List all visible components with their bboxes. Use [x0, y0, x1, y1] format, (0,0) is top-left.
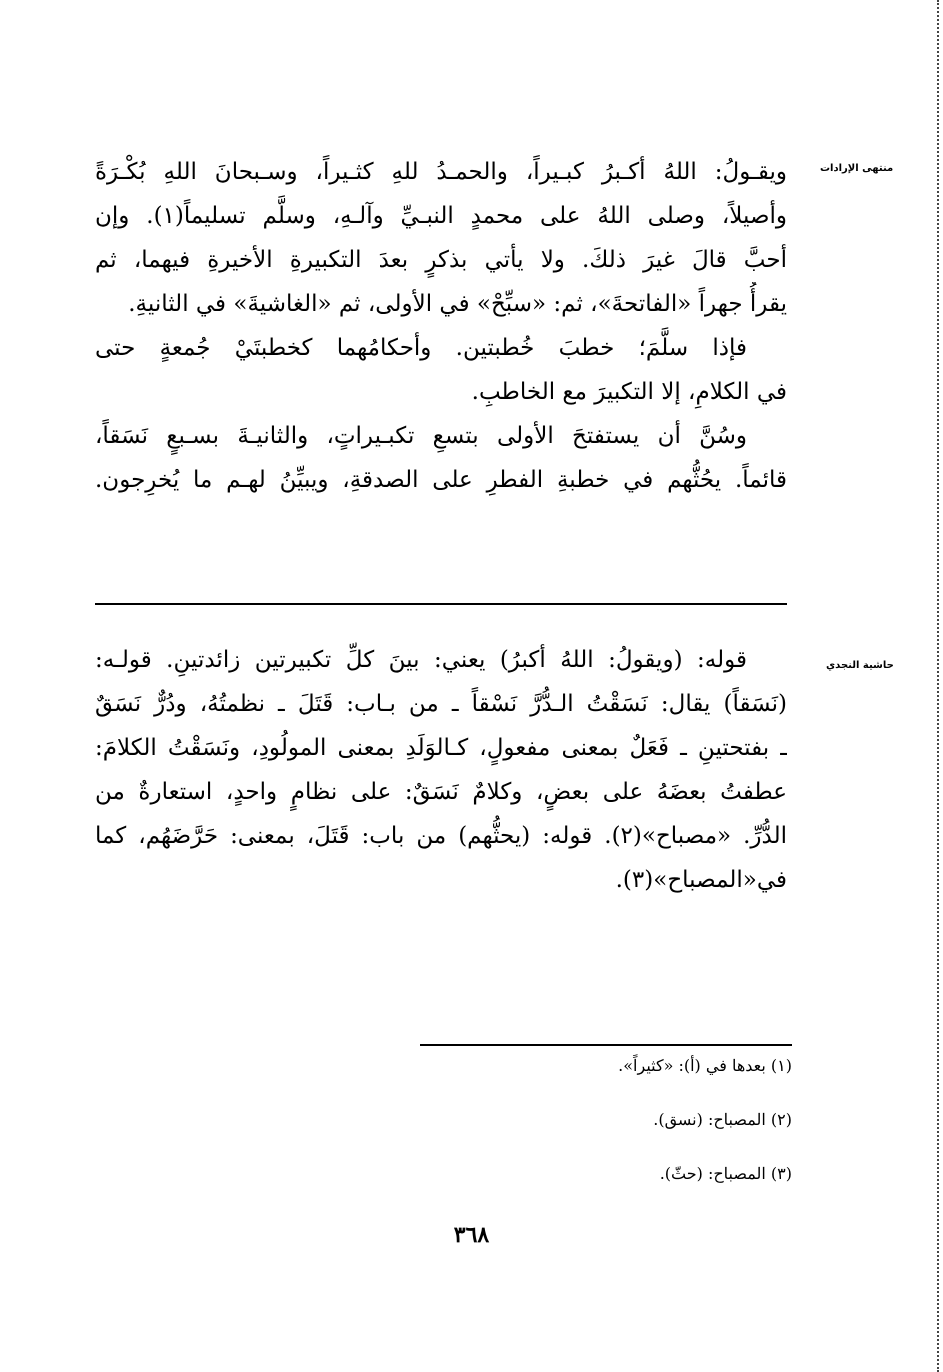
footnote-item: (٢) المصباح: (نسق). [653, 1110, 792, 1129]
footnote-item: (٣) المصباح: (حثّ). [659, 1164, 792, 1183]
main-text-line: في الكلامِ، إلا التكبيرَ مع الخاطبِ. [471, 379, 787, 405]
main-text-line: فإذا سلَّمَ؛ خطبَ خُطبتين. وأحكامُهما كخطبتَيْ جُمعةٍ حتى [95, 335, 747, 361]
main-text-side-label: منتهى الإرادات [820, 163, 894, 174]
footnote-item: (١) بعدها في (أ): «كثيراً». [618, 1056, 792, 1075]
commentary-block [95, 638, 787, 902]
main-text-line: ويقـولُ: اللهُ أكـبرُ كبـيراً، والحمـدُ للهِ كثـيراً، وسـبحانَ اللهِ بُكْـرَةً [95, 159, 787, 185]
commentary-side-label: حاشية النجدي [826, 660, 894, 671]
commentary-line: في«المصباح»(٣). [615, 867, 787, 893]
footnotes-block [420, 1056, 792, 1218]
main-text-line: أحبَّ قالَ غيرَ ذلكَ. ولا يأتي بذكرٍ بعدَ التكبيرةِ الأخيرةِ فيهما، ثم [95, 247, 787, 273]
main-text-line: وسُنَّ أن يستفتحَ الأولى بتسعِ تكبـيراتٍ، والثانيـةَ بسـبعٍ نَسَقاً، [95, 423, 747, 449]
commentary-line: قوله: (ويقولُ: اللهُ أكبرُ) يعني: بينَ كلِّ تكبيرتين زائدتينِ. قولـه: [95, 647, 747, 673]
page-edge-dotted-border [937, 0, 939, 1372]
commentary-line: الدُّرِّ. «مصباح»(٢). قوله: (يحثُّهم) من باب: قَتَلَ، بمعنى: حَرَّضَهُم، كما [95, 823, 787, 849]
page-number: ٣٦٨ [453, 1222, 490, 1248]
main-text-line: يقرأُ جهراً «الفاتحةَ»، ثم: «سبِّحْ» في الأولى، ثم «الغاشيةَ» في الثانيةِ. [128, 291, 787, 317]
commentary-line: ـ بفتحتينِ ـ فَعَلٌ بمعنى مفعولٍ، كـالوَلَدِ بمعنى المولُودِ، ونَسَقْتُ الكلامَ: [95, 735, 787, 761]
main-text-block [95, 150, 787, 502]
main-text-line: قائماً. يحُثُّهم في خطبةِ الفطرِ على الصدقةِ، ويبيِّنُ لهـم ما يُخرِجون. [95, 467, 787, 493]
section-separator-line [95, 603, 787, 605]
footnote-separator-line [420, 1044, 792, 1046]
commentary-line: عطفتُ بعضَهُ على بعضٍ، وكلامٌ نَسَقٌ: على نظامٍ واحدٍ، استعارةٌ من [95, 779, 787, 805]
commentary-line: (نَسَقاً) يقال: نَسَقْتُ الـدُّرَّ نَسْقاً ـ من بـاب: قَتَلَ ـ نظمتُهُ، ودُرٌّ نَسَقٌ [95, 691, 787, 717]
main-text-line: وأصيلاً، وصلى اللهُ على محمدٍ النبـيِّ وآلـهِ، وسلَّم تسليماً(١). وإن [95, 203, 787, 229]
